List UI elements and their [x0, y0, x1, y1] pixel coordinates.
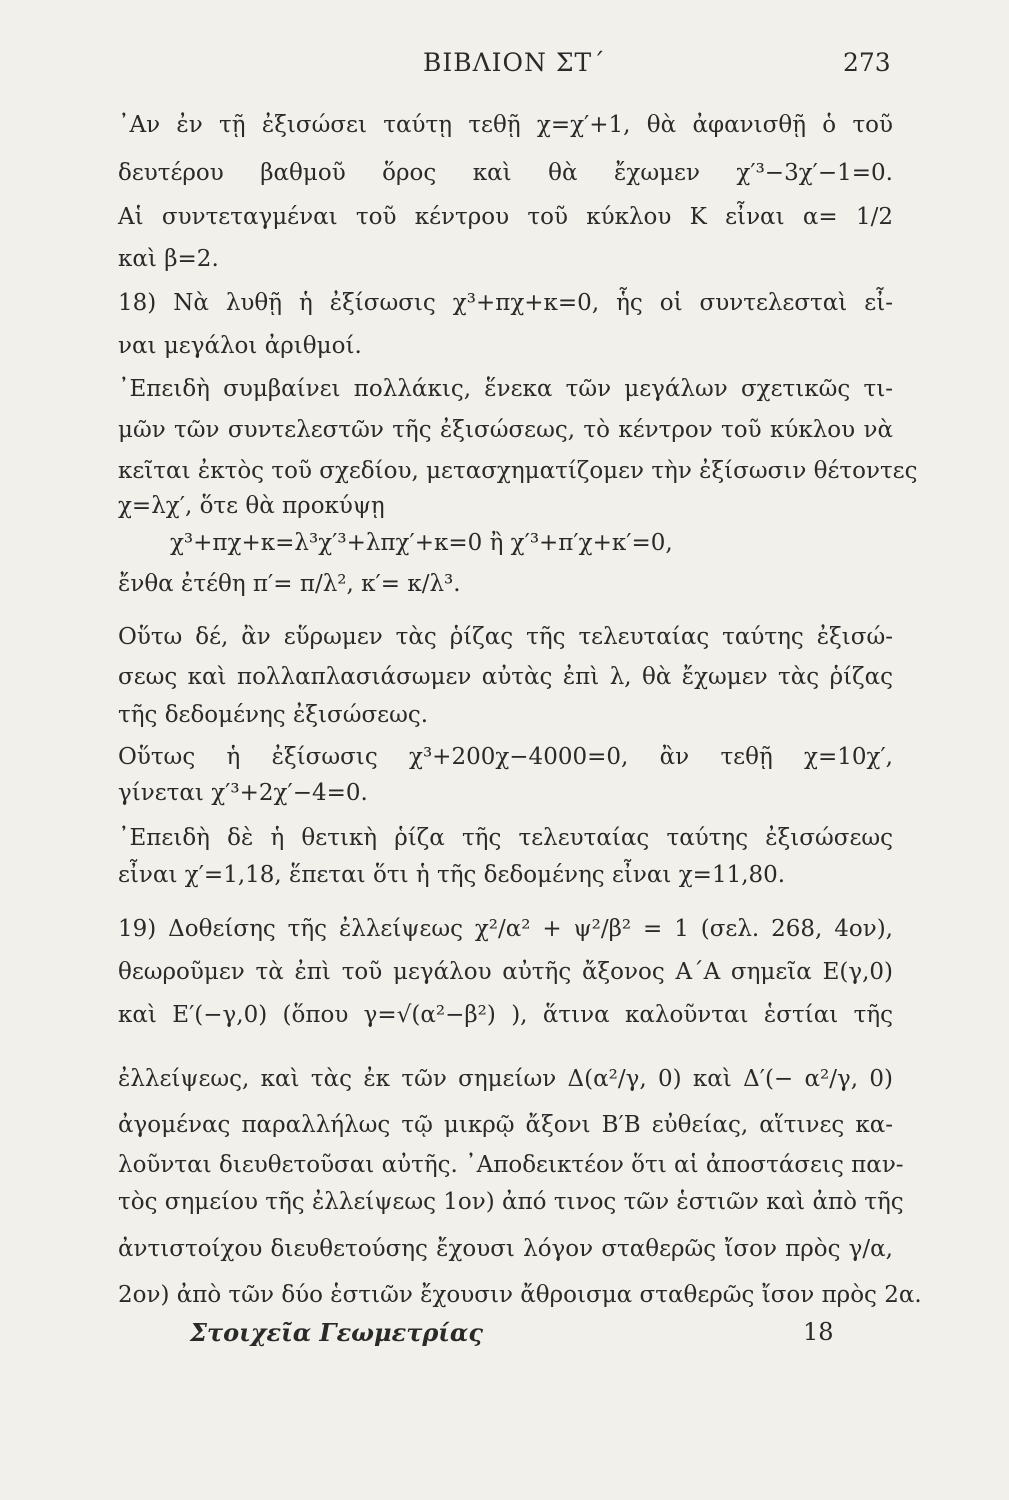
text-line: εἶναι χ′=1,18, ἕπεται ὅτι ἡ τῆς δεδομένης εἶναι χ=11,80. — [118, 862, 786, 888]
page-header — [0, 48, 1009, 88]
text-line: ᾿Επειδὴ δὲ ἡ θετικὴ ῥίζα τῆς τελευταίας ταύτης ἐξισώσεως — [118, 825, 893, 851]
text-line: θεωροῦμεν τὰ ἐπὶ τοῦ μεγάλου αὐτῆς ἄξονος Α΄Α σημεῖα Ε(γ,0) — [118, 959, 893, 985]
text-line: καὶ β=2. — [118, 246, 219, 272]
running-title: ΒΙΒΛΙΟΝ ΣΤ΄ — [423, 48, 606, 77]
text-line: χ=λχ′, ὅτε θὰ προκύψῃ — [118, 493, 385, 519]
equation-line: ἔνθα ἐτέθη π′= π/λ², κ′= κ/λ³. — [118, 571, 461, 597]
text-line: ἀντιστοίχου διευθετούσης ἔχουσι λόγον σταθερῶς ἴσον πρὸς γ/α, — [118, 1236, 893, 1262]
text-line: 2ον) ἀπὸ τῶν δύο ἑστιῶν ἔχουσιν ἄθροισμα σταθερῶς ἴσον πρὸς 2α. — [118, 1282, 922, 1308]
signature-mark: 18 — [803, 1318, 834, 1346]
text-line: τὸς σημείου τῆς ἐλλείψεως 1ον) ἀπό τινος τῶν ἑστιῶν καὶ ἀπὸ τῆς — [118, 1189, 904, 1215]
equation-line: γίνεται χ′³+2χ′−4=0. — [118, 780, 368, 806]
text-line: σεως καὶ πολλαπλασιάσωμεν αὐτὰς ἐπὶ λ, θὰ ἔχωμεν τὰς ῥίζας — [118, 664, 893, 690]
footer-title: Στοιχεῖα Γεωμετρίας — [190, 1318, 483, 1347]
text-line: ᾿Επειδὴ συμβαίνει πολλάκις, ἕνεκα τῶν μεγάλων σχετικῶς τι- — [118, 376, 893, 402]
text-line: ἀγομένας παραλλήλως τῷ μικρῷ ἄξονι Β′Β εὐθείας, αἵτινες κα- — [118, 1112, 893, 1138]
text-line: λοῦνται διευθετοῦσαι αὐτῆς. ᾿Αποδεικτέον ὅτι αἱ ἀποστάσεις παν- — [118, 1152, 904, 1178]
text-line: τῆς δεδομένης ἐξισώσεως. — [118, 702, 429, 728]
text-line: 19) Δοθείσης τῆς ἐλλείψεως χ²/α² + ψ²/β² = 1 (σελ. 268, 4ον), — [118, 916, 893, 942]
page-number: 273 — [843, 48, 891, 77]
text-line: ᾿Αν ἐν τῇ ἐξισώσει ταύτῃ τεθῇ χ=χ′+1, θὰ ἀφανισθῇ ὁ τοῦ — [118, 112, 893, 138]
text-line: Οὕτω δέ, ἂν εὕρωμεν τὰς ῥίζας τῆς τελευταίας ταύτης ἐξισώ- — [118, 624, 893, 650]
text-line: δευτέρου βαθμοῦ ὅρος καὶ θὰ ἔχωμεν χ′³−3χ′−1=0. — [118, 160, 893, 186]
text-line: ναι μεγάλοι ἀριθμοί. — [118, 333, 362, 359]
text-line: καὶ Ε′(−γ,0) (ὅπου γ=√(α²−β²) ), ἅτινα καλοῦνται ἑστίαι τῆς — [118, 1002, 893, 1028]
text-line: Αἱ συντεταγμέναι τοῦ κέντρου τοῦ κύκλου Κ εἶναι α= 1/2 — [118, 204, 893, 230]
text-line: 18) Νὰ λυθῇ ἡ ἐξίσωσις χ³+πχ+κ=0, ἧς οἱ συντελεσταὶ εἶ- — [118, 290, 893, 316]
equation-line: χ³+πχ+κ=λ³χ′³+λπχ′+κ=0 ἢ χ′³+π′χ+κ′=0, — [170, 530, 673, 556]
text-line: ἐλλείψεως, καὶ τὰς ἐκ τῶν σημείων Δ(α²/γ, 0) καὶ Δ′(− α²/γ, 0) — [118, 1066, 893, 1092]
text-line: μῶν τῶν συντελεστῶν τῆς ἐξισώσεως, τὸ κέντρον τοῦ κύκλου νὰ — [118, 417, 893, 443]
text-line: Οὕτως ἡ ἐξίσωσις χ³+200χ−4000=0, ἂν τεθῇ χ=10χ′, — [118, 744, 893, 770]
text-line: κεῖται ἐκτὸς τοῦ σχεδίου, μετασχηματίζομεν τὴν ἐξίσωσιν θέτοντες — [118, 458, 918, 484]
